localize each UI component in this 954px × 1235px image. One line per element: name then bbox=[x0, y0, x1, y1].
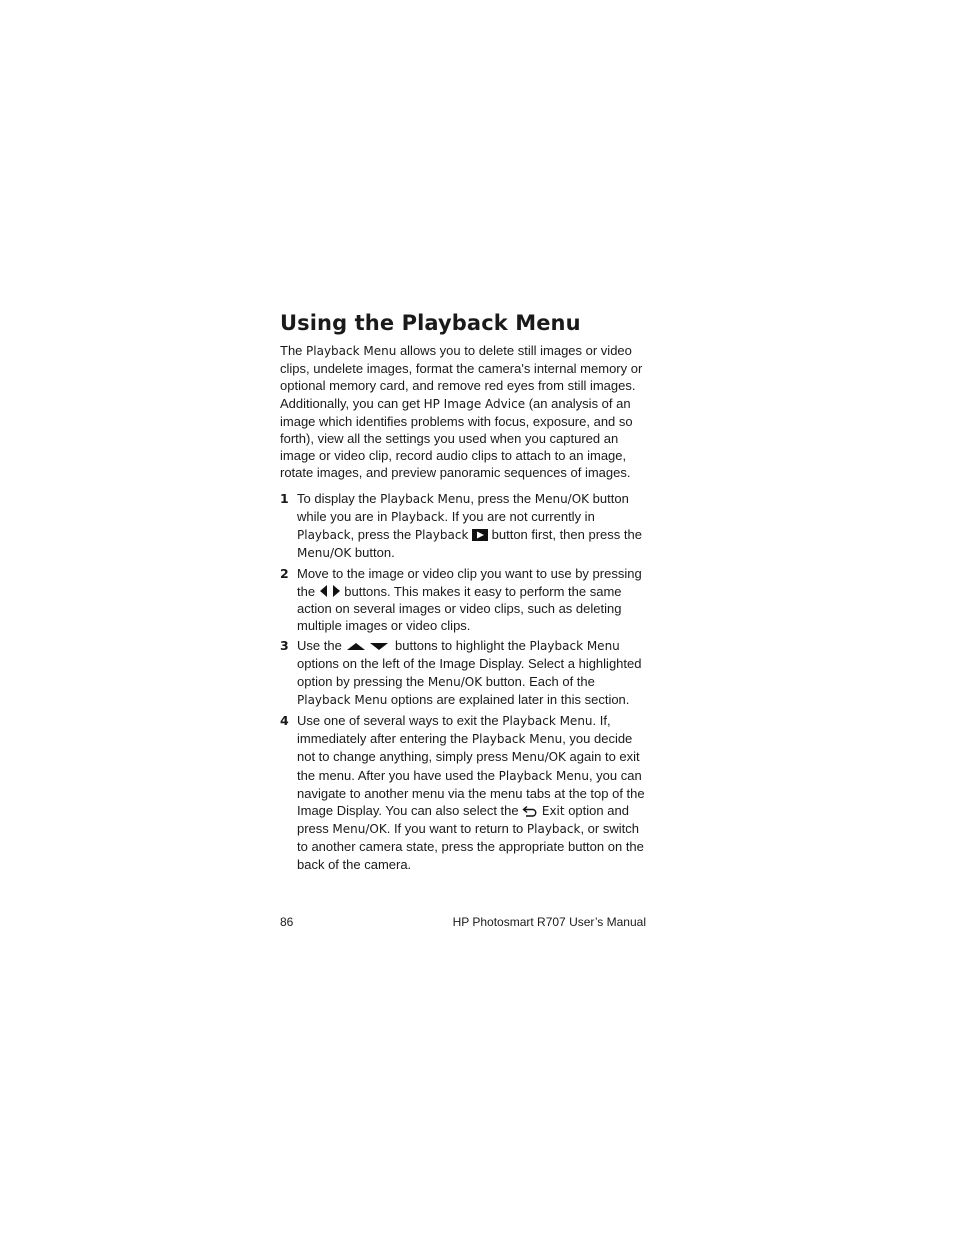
step-number: 2 bbox=[280, 566, 289, 582]
step-2: 2 Move to the image or video clip you want to use by pressing the buttons. This makes it easy to perform the same action on several images or video clips, such as deleting multiple images or video clips. bbox=[280, 566, 642, 634]
step-number: 1 bbox=[280, 490, 289, 506]
step-1: 1 To display the Playback Menu, press the Menu/OK button while you are in Playback. If you are not currently in Playback, press the Playback button first, then press the Menu/OK button. bbox=[280, 490, 642, 561]
return-arrow-icon bbox=[522, 805, 538, 817]
page-number: 86 bbox=[280, 915, 294, 929]
page-content bbox=[280, 308, 646, 876]
step-number: 4 bbox=[280, 713, 289, 729]
step-4: 4 Use one of several ways to exit the Playback Menu. If, immediately after entering the Playback Menu, you decide not to change anything, simply press Menu/OK again to exit the menu. After you have used the Playback Menu, you can navigate to another menu via the menu tabs at the top of the Image Display. You can also select the Exit option and press Menu/OK. If you want to return to Playback, or switch to another camera state, press the appropriate button on the back of the camera. bbox=[280, 713, 645, 872]
steps-list bbox=[280, 490, 646, 873]
page-footer bbox=[280, 915, 646, 933]
step-3: 3 Use the buttons to highlight the Playback Menu options on the left of the Image Display. Select a highlighted option by pressing the Menu/OK button. Each of the Playback Menu options are explained later in this section. bbox=[280, 638, 642, 707]
page-title: Using the Playback Menu bbox=[280, 311, 581, 335]
left-right-arrows-icon bbox=[319, 584, 341, 598]
manual-title: HP Photosmart R707 User’s Manual bbox=[452, 915, 646, 929]
playback-triangle-icon bbox=[472, 529, 488, 541]
ui-term: Playback Menu bbox=[306, 344, 397, 358]
intro-paragraph: The Playback Menu allows you to delete still images or video clips, undelete images, format the camera's internal memory or optional memory card, and remove red eyes from still images. Additionally, you can get HP Image Advice (an analysis of an image which identifies problems with focus, exposure, and so forth), view all the settings you used when you captured an image or video clip, record audio clips to attach to an image, rotate images, and preview panoramic sequences of images. bbox=[280, 343, 643, 481]
ui-term: HP Image Advice bbox=[423, 396, 526, 411]
up-down-arrows-icon bbox=[345, 640, 391, 652]
step-number: 3 bbox=[280, 638, 289, 654]
